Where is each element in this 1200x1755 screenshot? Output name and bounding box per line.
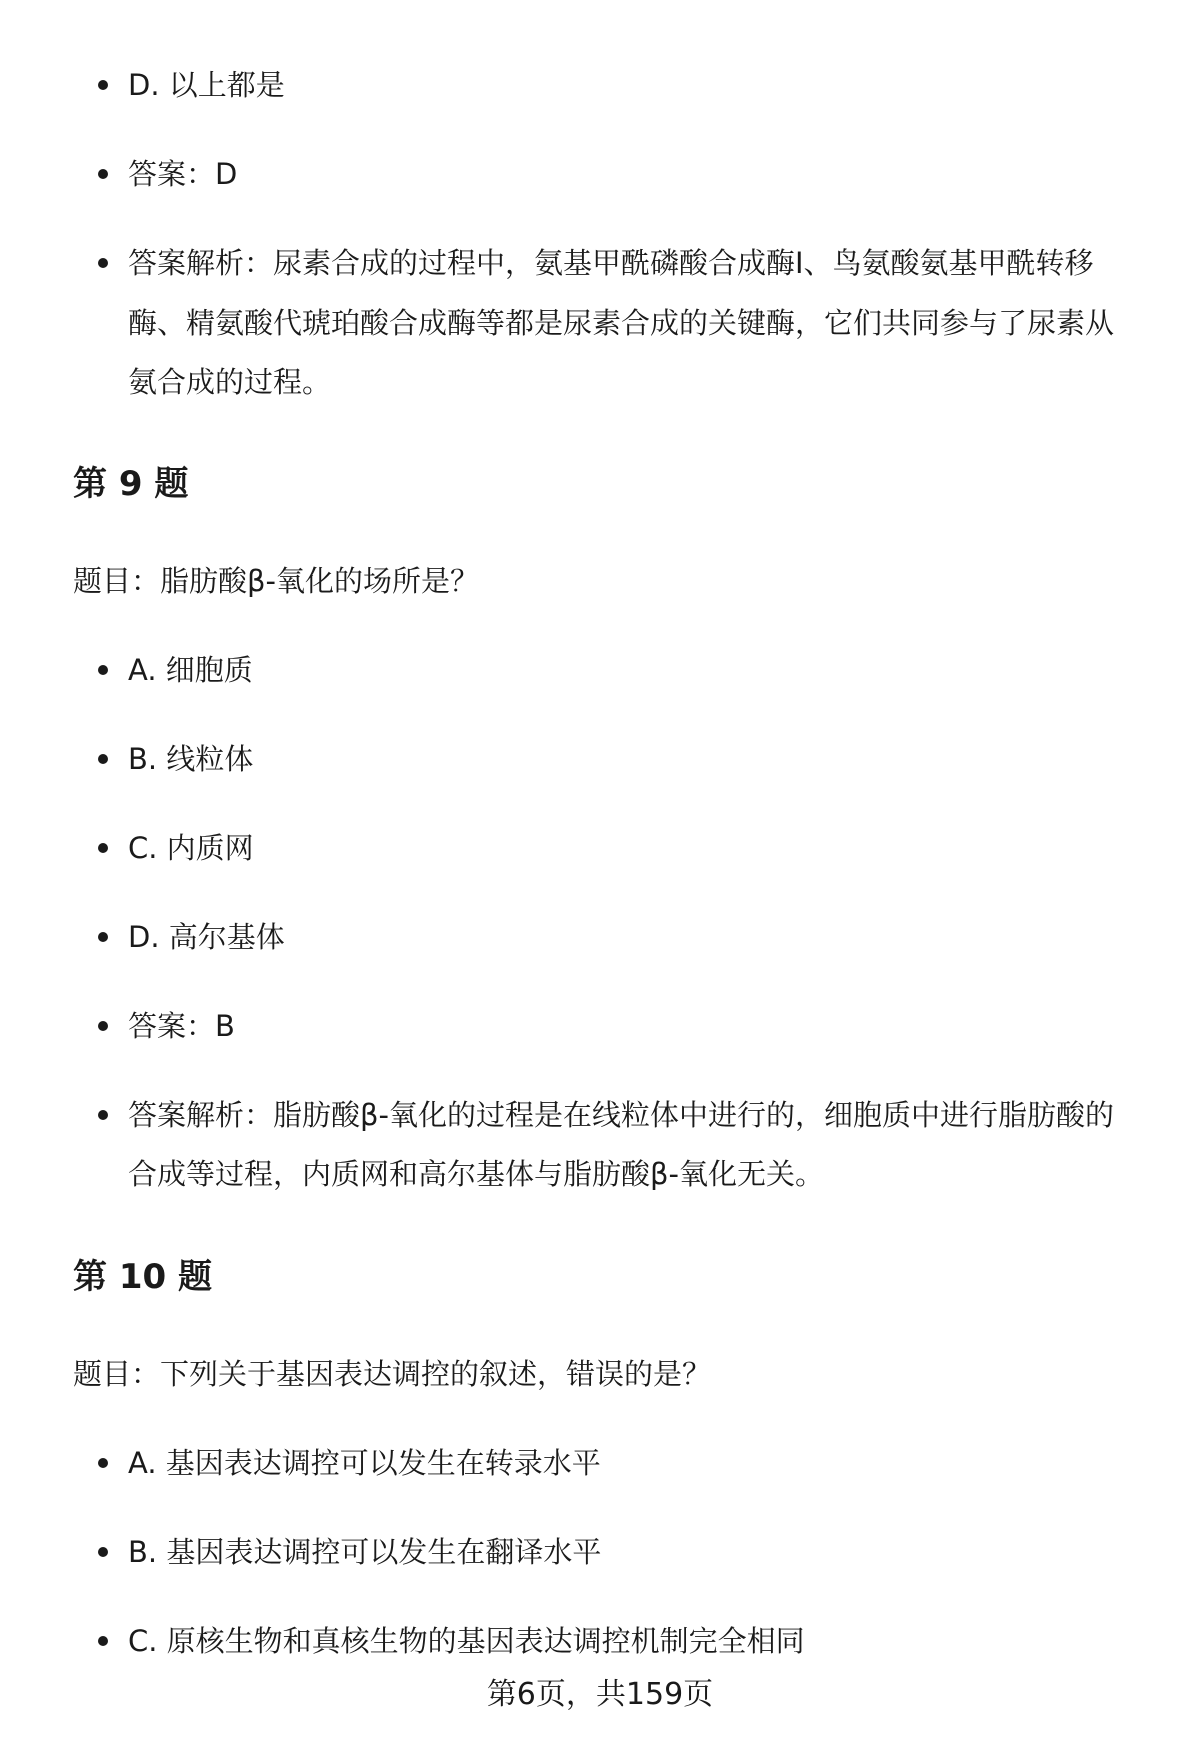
list-bullet bbox=[98, 1110, 108, 1120]
explanation-line: 答案解析：尿素合成的过程中，氨基甲酰磷酸合成酶Ⅰ、鸟氨酸氨基甲酰转移 bbox=[128, 246, 1094, 280]
list-bullet bbox=[98, 258, 108, 268]
list-bullet bbox=[98, 665, 108, 675]
explanation-line: 氨合成的过程。 bbox=[128, 365, 332, 399]
option-b: B. 基因表达调控可以发生在翻译水平 bbox=[128, 1535, 602, 1569]
page-number: 第6页，共159页 bbox=[486, 1677, 714, 1712]
option-b: B. 线粒体 bbox=[128, 742, 254, 776]
option-d: D. 以上都是 bbox=[128, 68, 285, 102]
list-bullet bbox=[98, 80, 108, 90]
question-text: 题目：下列关于基因表达调控的叙述，错误的是？ bbox=[73, 1357, 712, 1391]
question-text: 题目：脂肪酸β-氧化的场所是？ bbox=[73, 564, 479, 598]
list-bullet bbox=[98, 1636, 108, 1646]
list-bullet bbox=[98, 1021, 108, 1031]
list-bullet bbox=[98, 932, 108, 942]
list-bullet bbox=[98, 1458, 108, 1468]
question-heading: 第 10 题 bbox=[73, 1257, 212, 1297]
question-heading: 第 9 题 bbox=[73, 464, 189, 504]
list-bullet bbox=[98, 843, 108, 853]
list-bullet bbox=[98, 754, 108, 764]
explanation-line: 合成等过程，内质网和高尔基体与脂肪酸β-氧化无关。 bbox=[128, 1157, 824, 1191]
answer: 答案：B bbox=[128, 1009, 235, 1043]
option-a: A. 细胞质 bbox=[128, 653, 253, 687]
option-a: A. 基因表达调控可以发生在转录水平 bbox=[128, 1446, 601, 1480]
list-bullet bbox=[98, 1547, 108, 1557]
explanation-line: 答案解析：脂肪酸β-氧化的过程是在线粒体中进行的，细胞质中进行脂肪酸的 bbox=[128, 1098, 1114, 1132]
option-c: C. 原核生物和真核生物的基因表达调控机制完全相同 bbox=[128, 1624, 805, 1658]
list-bullet bbox=[98, 169, 108, 179]
option-c: C. 内质网 bbox=[128, 831, 254, 865]
option-d: D. 高尔基体 bbox=[128, 920, 285, 954]
explanation-line: 酶、精氨酸代琥珀酸合成酶等都是尿素合成的关键酶，它们共同参与了尿素从 bbox=[128, 306, 1115, 340]
answer: 答案：D bbox=[128, 157, 238, 191]
